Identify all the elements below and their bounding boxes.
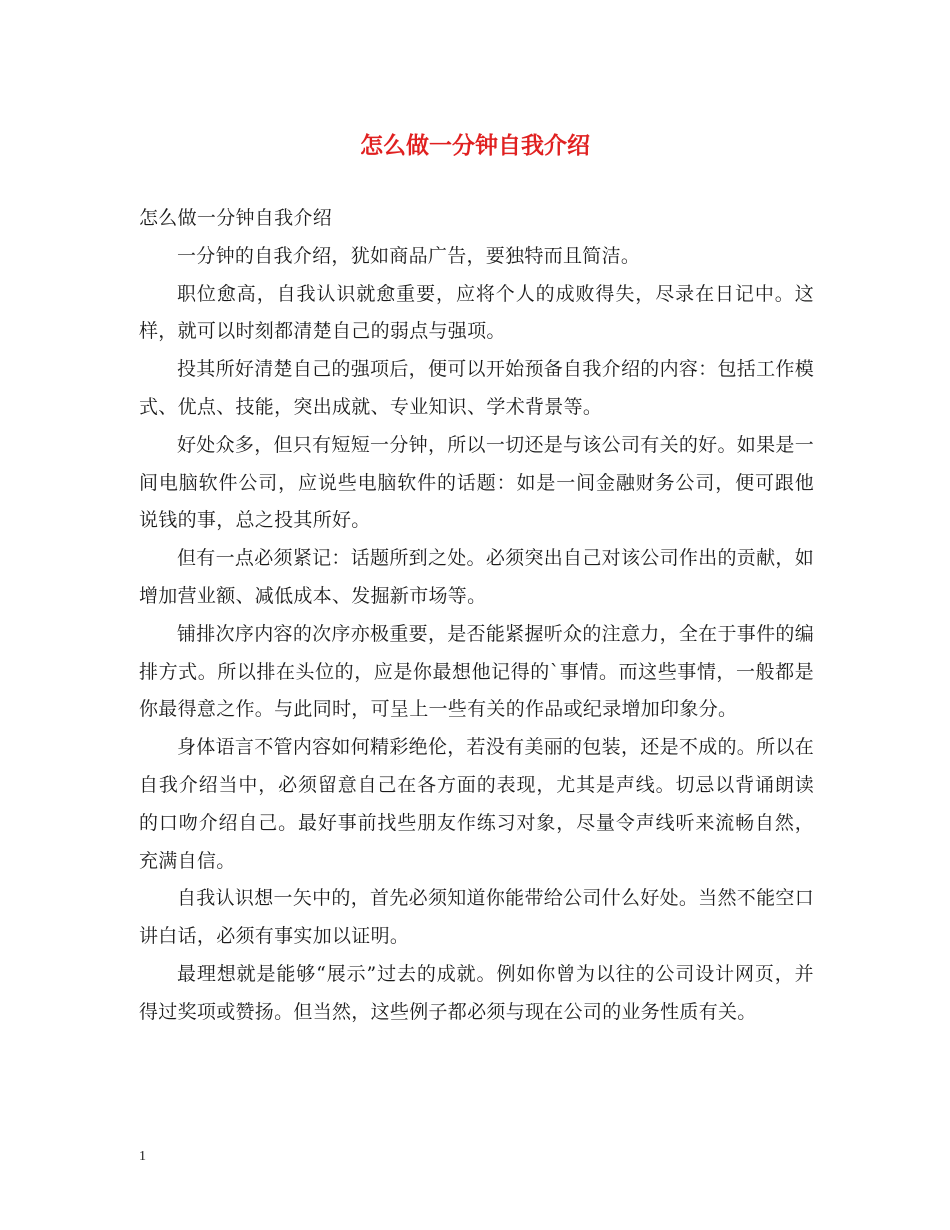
paragraph-9: 最理想就是能够“展示”过去的成就。例如你曾为以往的公司设计网页，并得过奖项或赞扬。但当然，这些例子都必须与现在公司的业务性质有关。 [139, 962, 814, 1023]
paragraph-8: 自我认识想一矢中的，首先必须知道你能带给公司什么好处。当然不能空口讲白话，必须有事实加以证明。 [139, 887, 814, 948]
paragraph-1: 一分钟的自我介绍，犹如商品广告，要独特而且简洁。 [177, 244, 641, 267]
page-number: 1 [139, 1149, 146, 1164]
paragraph-5: 但有一点必须紧记：话题所到之处。必须突出自己对该公司作出的贡献，如增加营业额、减低成本、发掘新市场等。 [139, 547, 814, 607]
document-body [139, 200, 814, 1032]
document-title: 怎么做一分钟自我介绍 [360, 132, 590, 159]
paragraph-6: 铺排次序内容的次序亦极重要，是否能紧握听众的注意力，全在于事件的编排方式。所以排在头位的，应是你最想他记得的`事情。而这些事情，一般都是你最得意之作。与此同时，可呈上一些有关的作品或纪录增加印象分。 [139, 622, 814, 721]
paragraph-7: 身体语言不管内容如何精彩绝伦，若没有美丽的包装，还是不成的。所以在自我介绍当中，必须留意自己在各方面的表现，尤其是声线。切忌以背诵朗读的口吻介绍自己。最好事前找些朋友作练习对象，尽量令声线听来流畅自然，充满自信。 [139, 736, 814, 872]
section-heading: 怎么做一分钟自我介绍 [139, 207, 333, 229]
paragraph-4: 好处众多，但只有短短一分钟，所以一切还是与该公司有关的好。如果是一间电脑软件公司，应说些电脑软件的话题：如是一间金融财务公司，便可跟他说钱的事，总之投其所好。 [139, 433, 814, 532]
paragraph-2: 职位愈高，自我认识就愈重要，应将个人的成败得失，尽录在日记中。这样，就可以时刻都清楚自己的弱点与强项。 [139, 282, 814, 343]
paragraph-3: 投其所好清楚自己的强项后，便可以开始预备自我介绍的内容：包括工作模式、优点、技能，突出成就、专业知识、学术背景等。 [139, 358, 814, 418]
